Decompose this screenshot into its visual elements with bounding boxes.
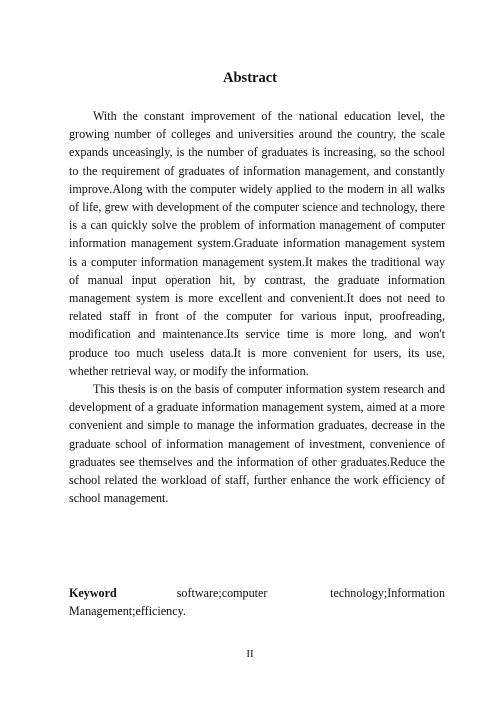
abstract-paragraph-1: With the constant improvement of the national education level, the growing number of colleges and universities around the country, the scale expands unceasingly, is the number of graduates is increasing, so the school to the requirement of graduates of information management, and constantly improve.Along with the computer widely applied to the modern in all walks of life, grew with development of the computer science and technology, there is a can quickly solve the problem of information management of computer information management system.Graduate information management system is a computer information management system.It makes the traditional way of manual input operation hit, by contrast, the graduate information management system is more excellent and convenient.It does not need to related staff in front of the computer for various input, proofreading, modification and maintenance.Its service time is more long, and won't produce too much useless data.It is more convenient for users, its use, whether retrieval way, or modify the information.	[69, 109, 445, 378]
keywords-text: software;computer technology;Information Management;efficiency.	[69, 586, 445, 619]
keywords-label: Keyword	[69, 586, 117, 600]
abstract-body	[69, 107, 445, 507]
page-number: II	[246, 648, 254, 660]
keywords-line	[69, 584, 445, 620]
abstract-title: Abstract	[223, 70, 277, 86]
abstract-paragraph-2: This thesis is on the basis of computer information system research and development of a graduate information management system, aimed at a more convenient and simple to manage the information graduates, decrease in the graduate school of information management of investment, convenience of graduates see themselves and the information of other graduates.Reduce the school related the workload of staff, further enhance the work efficiency of school management.	[69, 382, 445, 506]
